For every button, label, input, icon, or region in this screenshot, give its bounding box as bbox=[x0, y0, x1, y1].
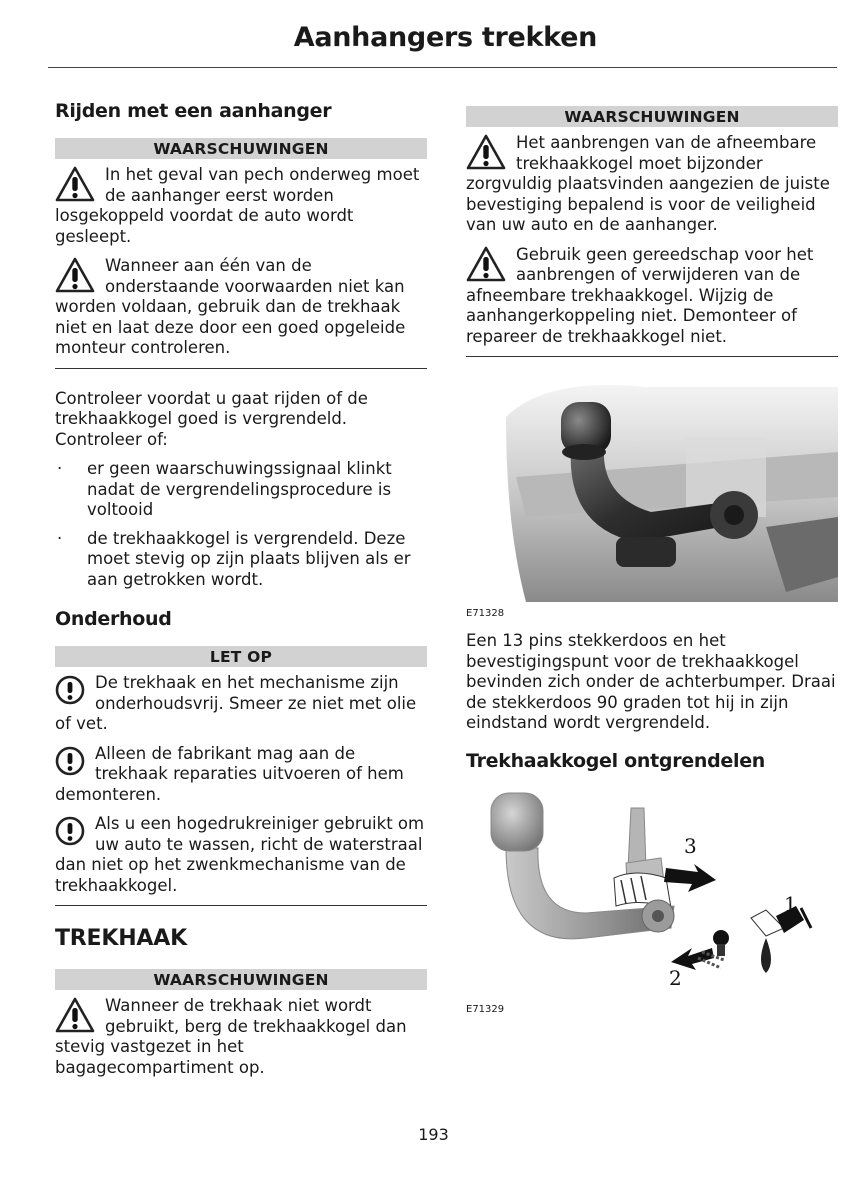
figure-description: Een 13 pins stekkerdoos en het bevestigingspunt voor de trekhaakkogel bevinden zich onder de achterbumper. Draai de stekkerdoos 90 graden tot hij in zijn eindstand wordt vergrendeld. bbox=[466, 631, 836, 732]
warning-item bbox=[55, 165, 427, 247]
warning-text: Wanneer aan één van de onderstaande voorwaarden niet kan worden voldaan, gebruik dan de trekhaak niet en laat deze door een goed opgeleide monteur controleren. bbox=[55, 256, 406, 357]
warning-triangle-icon bbox=[466, 245, 506, 283]
exclamation-circle-icon bbox=[55, 815, 85, 847]
warning-item bbox=[55, 256, 427, 369]
note-text: Alleen de fabrikant mag aan de trekhaak reparaties uitvoeren of hem demonteren. bbox=[55, 743, 404, 804]
left-column bbox=[55, 100, 427, 1087]
exclamation-circle-icon bbox=[55, 674, 85, 706]
warning-triangle-icon bbox=[466, 133, 506, 171]
bullet-icon: · bbox=[57, 459, 63, 478]
figure-code: E71328 bbox=[466, 608, 505, 619]
tow-ball-photo bbox=[466, 377, 838, 619]
unlock-diagram bbox=[466, 788, 838, 1015]
callout-3: 3 bbox=[684, 833, 697, 858]
list-item bbox=[55, 459, 427, 521]
list-item bbox=[55, 529, 427, 591]
warning-triangle-icon bbox=[55, 256, 95, 294]
note-item bbox=[55, 814, 427, 906]
note-item bbox=[55, 673, 427, 735]
callout-1: 1 bbox=[784, 891, 797, 916]
exclamation-circle-icon bbox=[55, 745, 85, 777]
page-title: Aanhangers trekken bbox=[293, 22, 597, 53]
note-text: Als u een hogedrukreiniger gebruikt om uw auto te wassen, richt de waterstraal dan niet op het zwenkmechanisme van de trekhaakkogel. bbox=[55, 814, 425, 895]
warning-text: Gebruik geen gereedschap voor het aanbrengen of verwijderen van de afneembare trekhaakkogel. Wijzig de aanhangerkoppeling niet. Demonteer of repareer de trekhaakkogel niet. bbox=[466, 244, 814, 346]
note-item bbox=[55, 744, 427, 806]
warnings-bar: WAARSCHUWINGEN bbox=[55, 969, 427, 990]
warnings-bar: WAARSCHUWINGEN bbox=[466, 106, 838, 127]
intro-paragraph: Controleer voordat u gaat rijden of de trekhaakkogel goed is vergrendeld. Controleer of: bbox=[55, 388, 368, 449]
warning-item bbox=[55, 996, 427, 1078]
figure-code: E71329 bbox=[466, 1003, 505, 1015]
check-list bbox=[55, 459, 427, 590]
warning-item bbox=[466, 133, 838, 236]
warning-text: Wanneer de trekhaak niet wordt gebruikt, berg de trekhaakkogel dan stevig vastgezet in het bagagecompartiment op. bbox=[55, 996, 407, 1077]
page-number: 193 bbox=[418, 1125, 449, 1144]
warning-triangle-icon bbox=[55, 996, 95, 1034]
warning-item bbox=[466, 245, 838, 358]
unlock-diagram-image bbox=[466, 788, 838, 998]
title-divider bbox=[48, 67, 837, 68]
warning-text: Het aanbrengen van de afneembare trekhaakkogel moet bijzonder zorgvuldig plaatsvinden aangezien de juiste bevestiging bepalend is voor de veiligheid van uw auto en de aanhanger. bbox=[466, 133, 830, 234]
section-heading-maintenance: Onderhoud bbox=[55, 608, 172, 630]
callout-2: 2 bbox=[669, 965, 682, 990]
section-heading-towbar: TREKHAAK bbox=[55, 926, 187, 951]
list-item-text: de trekhaakkogel is vergrendeld. Deze moet stevig op zijn plaats blijven als er aan getrokken wordt. bbox=[87, 528, 411, 589]
warning-triangle-icon bbox=[55, 165, 95, 203]
note-text: De trekhaak en het mechanisme zijn onderhoudsvrij. Smeer ze niet met olie of vet. bbox=[55, 673, 417, 733]
note-bar: LET OP bbox=[55, 646, 427, 667]
warnings-bar: WAARSCHUWINGEN bbox=[55, 138, 427, 159]
section-heading-unlock-tow-ball: Trekhaakkogel ontgrendelen bbox=[466, 749, 766, 772]
list-item-text: er geen waarschuwingssignaal klinkt nadat de vergrendelingsprocedure is voltooid bbox=[87, 459, 392, 519]
bullet-icon: · bbox=[57, 528, 63, 548]
section-heading-driving-with-trailer: Rijden met een aanhanger bbox=[55, 100, 332, 122]
warning-text: In het geval van pech onderweg moet de aanhanger eerst worden losgekoppeld voordat de auto wordt gesleept. bbox=[55, 165, 420, 246]
right-column bbox=[466, 106, 838, 1015]
tow-ball-image bbox=[466, 377, 838, 602]
